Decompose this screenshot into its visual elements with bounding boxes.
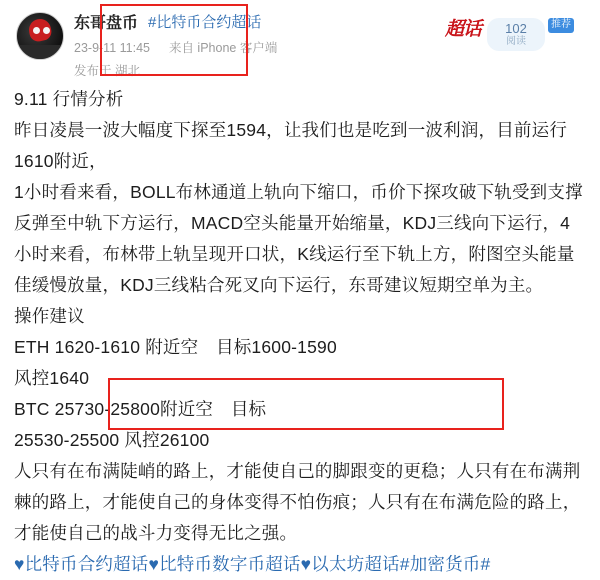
post-body (14, 84, 586, 580)
post-location: 发布于 湖北 (74, 64, 140, 78)
read-count-value: 102 (505, 21, 527, 36)
eth-risk-line: 风控1640 (14, 368, 90, 388)
read-count-pill[interactable] (487, 18, 545, 51)
recommend-badge: 推荐 (548, 18, 574, 33)
motivational-quote: 人只有在布满陡峭的路上，才能使自己的脚跟变的更稳；人只有在布满荆棘的路上，才能使自己的身体变得不怕伤痕；人只有在布满危险的路上，才能使自己的战斗力变得无比之强。 (14, 461, 581, 543)
post-source: 来自 iPhone 客户端 (168, 41, 278, 55)
post-header (14, 10, 586, 80)
read-count-label: 阅读 (506, 36, 526, 48)
body-title: 9.11 行情分析 (14, 89, 124, 109)
avatar-shape-base (17, 45, 63, 59)
avatar[interactable] (16, 12, 64, 60)
topic-link[interactable]: #比特币合约超话 (148, 14, 262, 31)
body-paragraph-1: 昨日凌晨一波大幅度下探至1594，让我们也是吃到一波利润，目前运行1610附近， (14, 120, 568, 171)
author-name[interactable]: 东哥盘币 (74, 15, 139, 32)
avatar-shape-dot-right (43, 27, 50, 34)
watermark-logo: 超话 (444, 19, 481, 40)
avatar-shape-dot-left (33, 27, 40, 34)
btc-signal-line-2: 25530-25500 风控26100 (14, 430, 210, 450)
hashtag-links[interactable]: ♥比特币合约超话♥比特币数字币超话♥以太坊超话#加密货币# (14, 554, 491, 574)
eth-signal-line: ETH 1620-1610 附近空 目标1600-1590 (14, 337, 337, 357)
body-paragraph-2: 1小时看来看，BOLL布林通道上轨向下缩口，币价下探攻破下轨受到支撑反弹至中轨下方运行，MACD空头能量开始缩量，KDJ三线向下运行，4小时来看，布林带上轨呈现开口状，K线运行至下轨上方，附图空头能量佳缓慢放量，KDJ三线粘合死叉向下运行，东哥建议短期空单为主。 (14, 182, 583, 295)
advice-heading: 操作建议 (14, 306, 85, 326)
badge-area (445, 18, 574, 51)
btc-signal-line: BTC 25730-25800附近空 目标 (14, 399, 267, 419)
post-timestamp: 23-9-11 11:45 (74, 41, 150, 55)
